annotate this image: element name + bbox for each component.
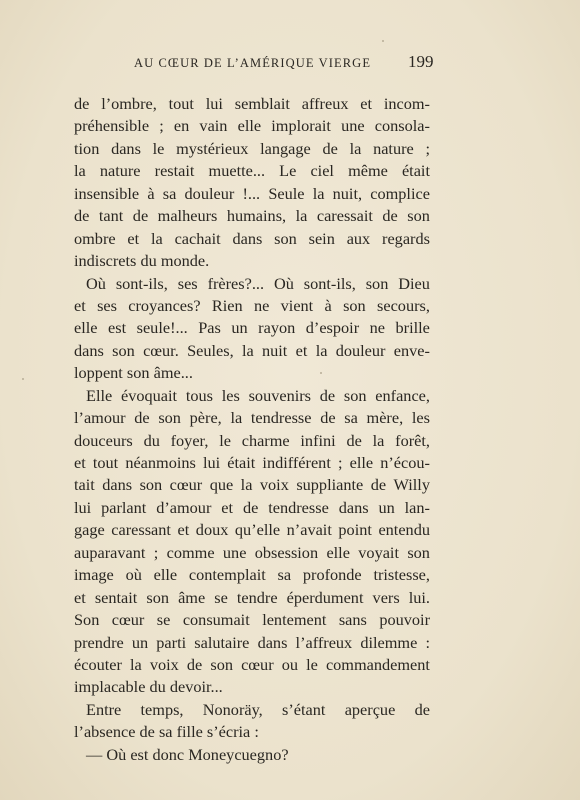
word: l’ombre, — [101, 94, 157, 113]
text-line — [74, 385, 430, 407]
text-line — [74, 744, 430, 766]
text-line — [74, 519, 430, 541]
word: aperçue — [344, 699, 396, 719]
word: son — [343, 295, 366, 315]
word: tion — [74, 138, 100, 158]
word: son — [274, 228, 297, 248]
text-line — [74, 430, 430, 452]
word: son — [158, 408, 181, 428]
word: son — [146, 587, 169, 607]
word: sont-ils, — [115, 273, 168, 293]
text-line-content: — Où est donc Moneycuegno? — [86, 744, 289, 764]
word: l’amour — [74, 408, 126, 428]
word: caressait — [316, 206, 373, 226]
word: langage — [260, 138, 311, 158]
word: Seule — [268, 183, 305, 203]
text-line — [74, 699, 430, 721]
word: cœur — [169, 475, 203, 495]
word: elle — [326, 542, 350, 562]
word: une — [222, 542, 247, 562]
text-line — [74, 93, 430, 115]
word: nature — [99, 161, 141, 181]
word: contemplait — [188, 565, 266, 585]
text-line — [74, 497, 430, 519]
word: Où — [273, 273, 294, 293]
word: la — [130, 654, 142, 674]
word: est — [108, 318, 127, 338]
word: et — [74, 295, 86, 315]
word: Seules, — [187, 340, 234, 360]
word: douceurs — [74, 430, 133, 450]
word: son — [139, 475, 163, 495]
word: les — [411, 408, 430, 428]
word: ; — [159, 116, 164, 136]
word: d’amour — [156, 497, 212, 517]
paper-speck — [382, 40, 384, 42]
page-number: 199 — [408, 52, 434, 71]
word: parti — [156, 632, 187, 652]
paper-speck — [22, 378, 24, 380]
word: un — [131, 632, 149, 652]
text-line — [74, 362, 430, 384]
text-line — [74, 160, 430, 182]
paper-speck — [320, 372, 322, 374]
word: la — [372, 430, 385, 450]
word: Rien — [211, 295, 243, 315]
word: parlant — [101, 497, 147, 517]
word: préhensible — [74, 116, 150, 136]
word: rayon — [258, 318, 296, 338]
word: sa — [162, 183, 177, 203]
text-line-content: l’absence de sa fille s’écria : — [74, 722, 259, 742]
word: de — [319, 385, 336, 405]
word: à — [324, 295, 332, 315]
word: incom- — [383, 94, 430, 113]
text-line — [74, 564, 430, 586]
word: et — [360, 94, 373, 113]
word: la — [151, 228, 163, 248]
word: frères?... — [207, 273, 265, 293]
word: seule!... — [136, 318, 188, 338]
text-line — [74, 542, 430, 564]
word: : — [425, 632, 430, 652]
word: de — [242, 497, 259, 517]
word: regards — [382, 228, 430, 248]
word: de — [382, 206, 398, 226]
word: son — [343, 385, 367, 405]
word: ; — [337, 453, 343, 472]
word: Pas — [198, 318, 221, 338]
word: la — [295, 206, 308, 226]
word: ou — [281, 654, 298, 674]
word: en — [173, 116, 190, 136]
word: la — [349, 138, 362, 158]
word: obsession — [254, 542, 319, 562]
word: lan- — [404, 497, 430, 517]
word: vain — [199, 116, 228, 136]
word: lui. — [408, 587, 430, 607]
word: mystérieux — [176, 138, 249, 158]
word: affreux — [301, 94, 349, 113]
word: d’espoir — [305, 318, 360, 338]
word: néanmoins — [125, 453, 196, 472]
running-title: AU CŒUR DE L’AMÉRIQUE VIERGE — [134, 56, 372, 70]
word: restait — [154, 161, 195, 181]
text-line — [74, 250, 430, 272]
word: douleur — [335, 340, 386, 360]
text-line — [74, 407, 430, 429]
word: dans — [338, 497, 369, 517]
body-text — [74, 93, 430, 766]
word: sans — [338, 610, 367, 630]
word: vient — [280, 295, 314, 315]
text-line — [74, 452, 430, 474]
word: suppliante — [296, 475, 364, 495]
word: se — [214, 587, 228, 607]
word: Elle — [86, 385, 113, 405]
word: image — [74, 565, 114, 585]
word: elle — [237, 116, 262, 136]
word: tait — [74, 475, 95, 495]
word: cœur — [241, 654, 274, 674]
word: et — [177, 520, 190, 540]
word: les — [221, 385, 240, 405]
word: se — [156, 610, 171, 630]
word: de — [132, 206, 149, 226]
word: Où — [86, 273, 106, 293]
word: de — [74, 94, 90, 113]
word: de — [346, 430, 362, 450]
word: malheurs — [157, 206, 218, 226]
text-line-content: implacable du devoir... — [74, 677, 223, 697]
word: mère, — [366, 408, 404, 428]
word: consumait — [182, 610, 250, 630]
text-line — [74, 474, 430, 496]
word: où — [125, 565, 142, 585]
word: tout — [92, 453, 119, 472]
word: la — [230, 408, 243, 428]
word: enfance, — [375, 385, 430, 405]
word: tout — [168, 94, 194, 113]
word: Nonoräy, — [202, 699, 263, 719]
word: nuit — [262, 340, 288, 360]
word: son — [210, 654, 233, 674]
word: cachait — [174, 228, 221, 248]
word: douleur — [184, 183, 235, 203]
word: un — [378, 497, 395, 517]
word: tendresse — [250, 408, 312, 428]
text-line — [74, 317, 430, 339]
word: le — [306, 654, 318, 674]
word: son — [407, 542, 430, 562]
text-line — [74, 676, 430, 698]
word: caressant — [111, 520, 171, 540]
word: brille — [395, 318, 430, 338]
word: secours, — [377, 295, 430, 315]
word: la — [74, 161, 86, 181]
word: dans — [102, 475, 133, 495]
word: dans — [257, 632, 288, 652]
word: entendu — [378, 520, 430, 540]
word: tristesse, — [373, 565, 430, 585]
word: croyances? — [128, 295, 201, 315]
word: salutaire — [194, 632, 250, 652]
word: son — [365, 273, 389, 293]
word: sa — [277, 565, 292, 585]
word: une — [341, 116, 365, 136]
word: n’avait — [286, 520, 332, 540]
word: ; — [425, 138, 430, 158]
word: voix — [149, 654, 179, 674]
word: profonde — [302, 565, 362, 585]
word: semblait — [234, 94, 290, 113]
word: consola- — [374, 116, 430, 136]
word: voix — [259, 475, 289, 495]
word: forêt, — [395, 430, 430, 450]
word: dans — [232, 228, 263, 248]
text-line — [74, 632, 430, 654]
word: complice — [370, 183, 430, 203]
word: sentait — [94, 587, 138, 607]
word: comme — [166, 542, 215, 562]
word: et — [221, 497, 234, 517]
word: âme — [178, 587, 206, 607]
word: implorait — [271, 116, 331, 136]
word: la — [312, 183, 325, 203]
word: auparavant — [74, 542, 146, 562]
word: sont-ils, — [303, 273, 356, 293]
word: de — [322, 138, 338, 158]
word: l’affreux — [295, 632, 353, 652]
text-line — [74, 340, 430, 362]
word: ne — [369, 318, 386, 338]
word: tendre — [236, 587, 278, 607]
word: écouter — [74, 654, 122, 674]
word: évoquait — [120, 385, 178, 405]
word: aux — [346, 228, 371, 248]
text-line — [74, 609, 430, 631]
word: un — [231, 318, 248, 338]
word: et — [74, 453, 86, 472]
word: Entre — [86, 699, 122, 719]
word: tendresse — [268, 497, 329, 517]
word: elle — [153, 565, 178, 585]
text-line — [74, 138, 430, 160]
word: ciel — [310, 161, 334, 181]
word: commandement — [325, 654, 430, 674]
word: et — [127, 228, 140, 248]
word: du — [143, 430, 160, 450]
word: éperdument — [286, 587, 364, 607]
word: !... — [242, 183, 261, 203]
word: voyait — [358, 542, 399, 562]
text-line — [74, 721, 430, 743]
word: ombre — [74, 228, 116, 248]
word: que — [209, 475, 234, 495]
word: même — [348, 161, 388, 181]
word: foyer, — [170, 430, 209, 450]
word: tous — [185, 385, 213, 405]
text-line — [74, 228, 430, 250]
word: cœur — [111, 610, 145, 630]
word: sa — [344, 408, 358, 428]
word: le — [152, 138, 165, 158]
word: ne — [253, 295, 270, 315]
text-line-content: loppent son âme... — [74, 363, 193, 383]
word: ; — [153, 542, 159, 562]
word: gage — [74, 520, 105, 540]
word: vers — [372, 587, 400, 607]
word: s’étant — [282, 699, 326, 719]
word: ses — [97, 295, 117, 315]
text-line — [74, 205, 430, 227]
word: point — [338, 520, 372, 540]
word: Dieu — [398, 273, 430, 293]
word: était — [401, 161, 430, 181]
word: lui — [205, 94, 223, 113]
word: de — [370, 475, 387, 495]
word: tant — [98, 206, 124, 226]
word: et — [74, 587, 86, 607]
word: de — [414, 699, 430, 719]
text-line — [74, 654, 430, 676]
word: temps, — [140, 699, 184, 719]
word: de — [320, 408, 336, 428]
word: souvenirs — [248, 385, 311, 405]
word: Willy — [393, 475, 430, 495]
word: prendre — [74, 632, 124, 652]
word: Son — [74, 610, 100, 630]
word: lui — [74, 497, 92, 517]
word: de — [74, 206, 90, 226]
word: pouvoir — [379, 610, 430, 630]
word: doux — [195, 520, 229, 540]
text-line-content: indiscrets du monde. — [74, 251, 210, 271]
text-line — [74, 115, 430, 137]
word: muette... — [208, 161, 266, 181]
word: cœur. — [143, 340, 179, 360]
word: la — [315, 340, 328, 360]
page-header — [0, 52, 580, 74]
text-line — [74, 273, 430, 295]
word: la — [241, 340, 254, 360]
word: était — [227, 453, 256, 472]
word: à — [147, 183, 155, 203]
word: sein — [308, 228, 335, 248]
word: charme — [241, 430, 290, 450]
word: infini — [300, 430, 336, 450]
word: lentement — [262, 610, 327, 630]
word: le — [219, 430, 231, 450]
word: Le — [279, 161, 297, 181]
word: de — [134, 408, 150, 428]
text-line — [74, 183, 430, 205]
word: dilemme — [360, 632, 418, 652]
word: elle — [74, 318, 98, 338]
word: n’écou- — [380, 453, 430, 472]
word: et — [295, 340, 308, 360]
word: ses — [177, 273, 198, 293]
text-line — [74, 295, 430, 317]
word: humains, — [226, 206, 287, 226]
word: père, — [189, 408, 222, 428]
word: la — [240, 475, 253, 495]
text-line — [74, 587, 430, 609]
word: de — [186, 654, 203, 674]
word: dans — [111, 138, 141, 158]
word: son — [407, 206, 430, 226]
word: son — [112, 340, 135, 360]
word: nuit, — [332, 183, 363, 203]
word: qu’elle — [234, 520, 281, 540]
word: dans — [74, 340, 104, 360]
word: indifférent — [262, 453, 331, 472]
word: lui — [202, 453, 221, 472]
word: nature — [373, 138, 414, 158]
word: enve- — [393, 340, 430, 360]
word: elle — [349, 453, 374, 472]
word: insensible — [74, 183, 140, 203]
